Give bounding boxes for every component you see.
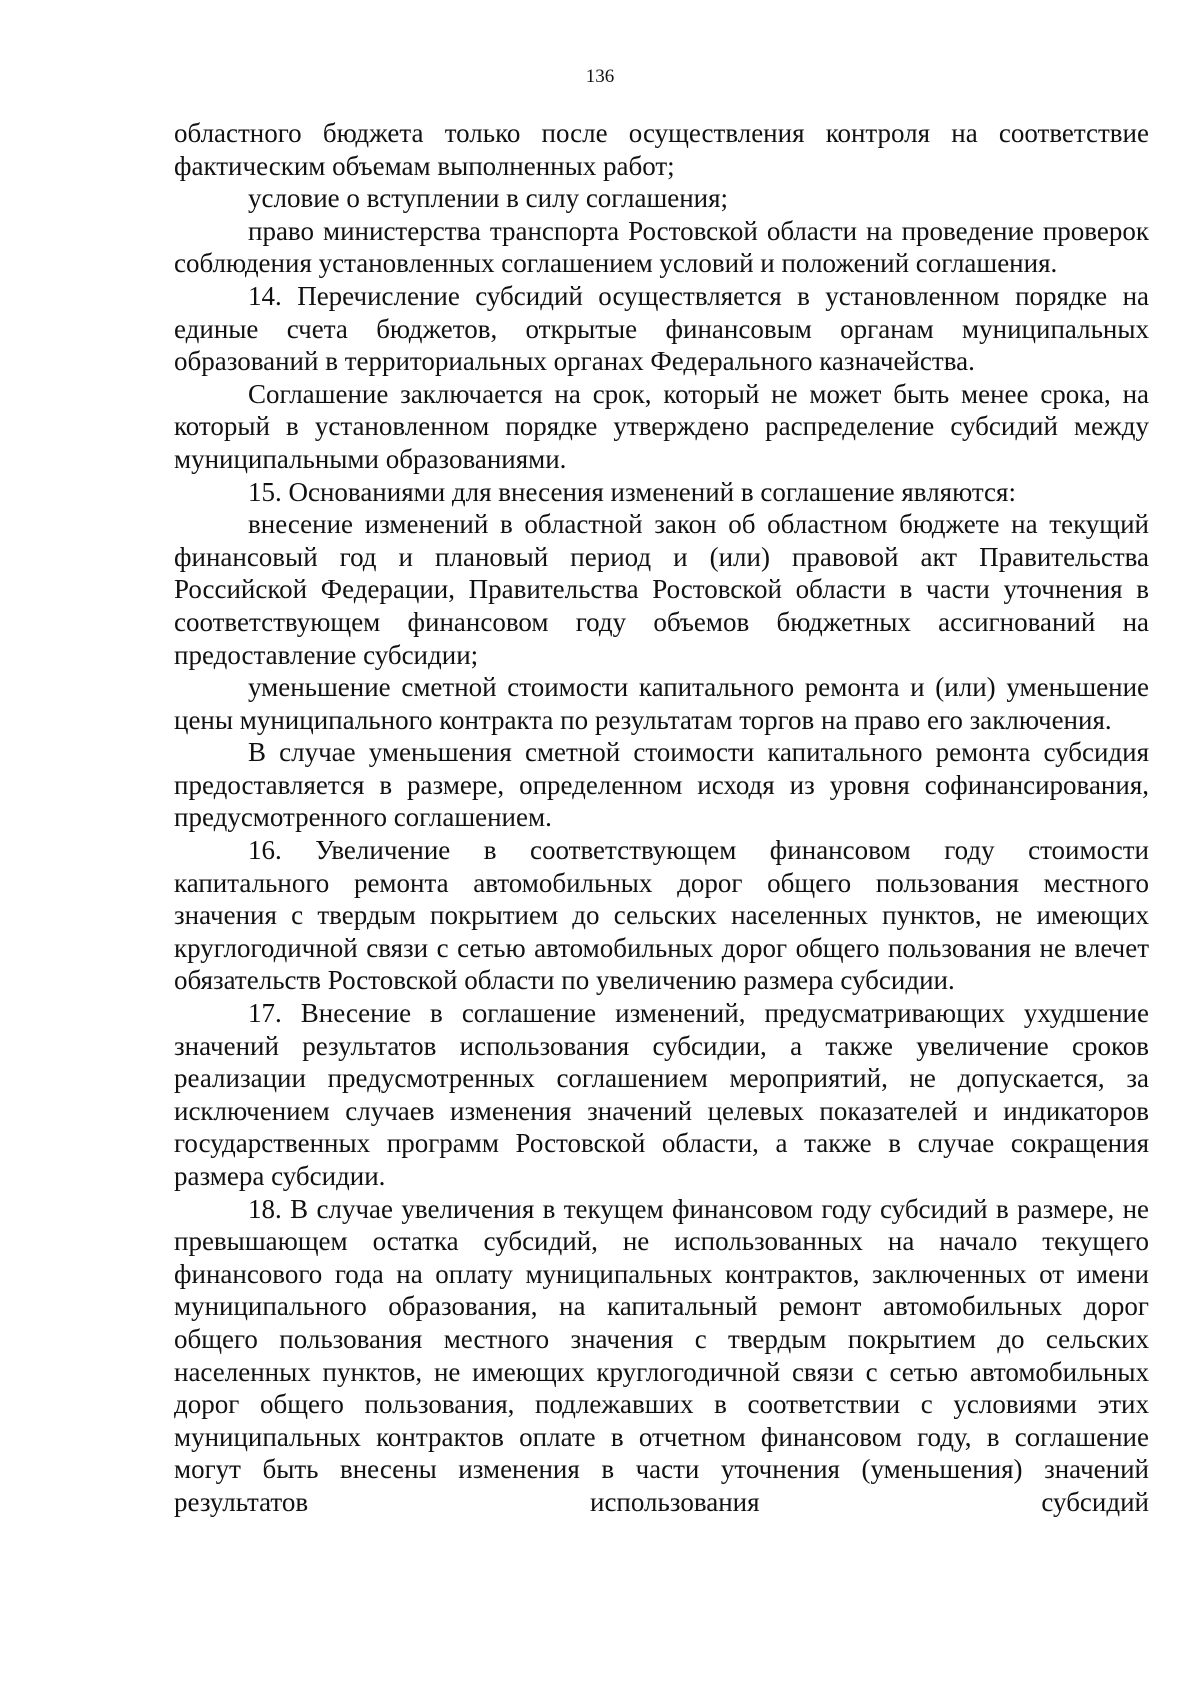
- page-number: 136: [585, 66, 615, 87]
- paragraph-item-18: 18. В случае увеличения в текущем финансовом году субсидий в размере, не превышающем остатка субсидий, не использованных на начало текущего финансового года на оплату муниципальных контрактов, заключенных от имени муниципального образования, на капитальный ремонт автомобильных дорог общего пользования местного значения с твердым покрытием до сельских населенных пунктов, не имеющих круглогодичной связи с сетью автомобильных дорог общего пользования, подлежавших в соответствии с условиями этих муниципальных контрактов оплате в отчетном финансовом году, в соглашение могут быть внесены изменения в части уточнения (уменьшения) значений результатов использования субсидий: [174, 1193, 1149, 1517]
- paragraph-item-15: 15. Основаниями для внесения изменений в соглашение являются:: [248, 476, 1016, 507]
- paragraph-budget-control: областного бюджета только после осуществления контроля на соответствие фактическим объемам выполненных работ;: [174, 118, 1149, 181]
- document-body: [174, 117, 1149, 1519]
- paragraph-item-17: 17. Внесение в соглашение изменений, предусматривающих ухудшение значений результатов использования субсидии, а также увеличение сроков реализации предусмотренных соглашением мероприятий, не допускается, за исключением случаев изменения значений целевых показателей и индикаторов государственных программ Ростовской области, а также в случае сокращения размера субсидии.: [174, 998, 1149, 1191]
- paragraph-budget-law-amendments: внесение изменений в областной закон об областном бюджете на текущий финансовый год и плановый период и (или) правовой акт Правительства Российской Федерации, Правительства Ростовской области в части уточнения в соответствующем финансовом году объемов бюджетных ассигнований на предоставление субсидии;: [174, 509, 1149, 670]
- paragraph-cost-reduction: уменьшение сметной стоимости капитального ремонта и (или) уменьшение цены муниципального контракта по результатам торгов на право его заключения.: [174, 672, 1149, 735]
- paragraph-item-16: 16. Увеличение в соответствующем финансовом году стоимости капитального ремонта автомобильных дорог общего пользования местного значения с твердым покрытием до сельских населенных пунктов, не имеющих круглогодичной связи с сетью автомобильных дорог общего пользования не влечет обязательств Ростовской области по увеличению размера субсидии.: [174, 835, 1149, 996]
- paragraph-entry-into-force: условие о вступлении в силу соглашения;: [248, 183, 729, 214]
- paragraph-agreement-term: Соглашение заключается на срок, который не может быть менее срока, на который в установленном порядке утверждено распределение субсидий между муниципальными образованиями.: [174, 378, 1149, 474]
- paragraph-ministry-inspections: право министерства транспорта Ростовской области на проведение проверок соблюдения установленных соглашением условий и положений соглашения.: [174, 215, 1149, 279]
- paragraph-reduced-cost-subsidy: В случае уменьшения сметной стоимости капитального ремонта субсидия предоставляется в размере, определенном исходя из уровня софинансирования, предусмотренного соглашением.: [174, 737, 1149, 833]
- paragraph-item-14: 14. Перечисление субсидий осуществляется в установленном порядке на единые счета бюджетов, открытые финансовым органам муниципальных образований в территориальных органах Федерального казначейства.: [174, 280, 1149, 377]
